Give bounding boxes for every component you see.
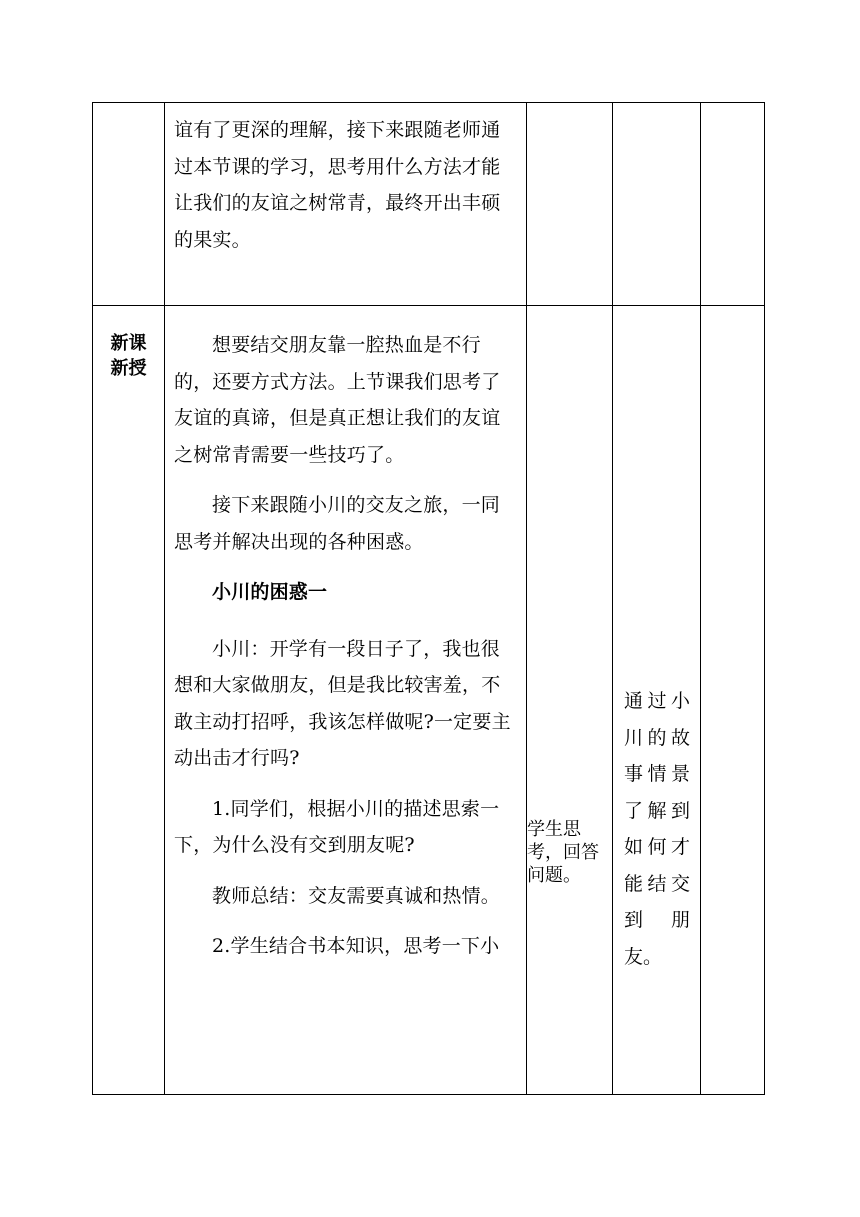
design-intent-cell [613, 306, 701, 1095]
table-row [93, 103, 765, 306]
content-paragraph: 2.学生结合书本知识，思考一下小 [212, 935, 500, 957]
content-paragraph: 接下来跟随小川的交友之旅，一同思考并解决出现的各种困惑。 [174, 494, 501, 553]
section-label-cell [93, 103, 165, 306]
teaching-content-cell [165, 103, 527, 306]
student-activity-cell [527, 306, 613, 1095]
design-intent-line: 通过小 [624, 690, 690, 712]
section-label-line: 新授 [110, 358, 147, 379]
design-intent-line: 川的故 [624, 726, 690, 749]
content-paragraph: 谊有了更深的理解，接下来跟随老师通过本节课的学习，思考用什么方法才能让我们的友谊之树常青，最终开出丰硕的果实。 [174, 119, 501, 251]
section-label-cell [93, 306, 165, 1095]
design-intent-line: 事情景 [624, 763, 690, 785]
design-intent-cell [613, 103, 701, 306]
notes-cell [701, 306, 765, 1095]
notes-cell [701, 103, 765, 306]
design-intent-line: 了解到 [624, 799, 690, 822]
table-row [93, 306, 765, 1095]
lesson-plan-table [92, 102, 765, 1095]
section-label-line: 新课 [110, 333, 147, 354]
content-paragraph: 教师总结：交友需要真诚和热情。 [212, 884, 501, 907]
content-heading: 小川的困惑一 [212, 581, 328, 603]
design-intent-line: 到 朋 [624, 909, 690, 931]
design-intent-line: 如何才 [624, 836, 690, 858]
content-paragraph: 1.同学们，根据小川的描述思索一下，为什么没有交到朋友呢? [174, 797, 500, 856]
student-activity-text: 学生思考，回答问题。 [527, 819, 599, 886]
design-intent-line: 能结交 [624, 872, 690, 895]
teaching-content-cell [165, 306, 527, 1095]
student-activity-cell [527, 103, 613, 306]
content-paragraph: 想要结交朋友靠一腔热血是不行的，还要方式方法。上节课我们思考了友谊的真谛，但是真正想让我们的友谊之树常青需要一些技巧了。 [174, 334, 501, 466]
design-intent-line: 友。 [624, 945, 663, 968]
content-paragraph: 小川：开学有一段日子了，我也很想和大家做朋友，但是我比较害羞，不敢主动打招呼，我该怎样做呢?一定要主动出击才行吗? [174, 637, 511, 769]
